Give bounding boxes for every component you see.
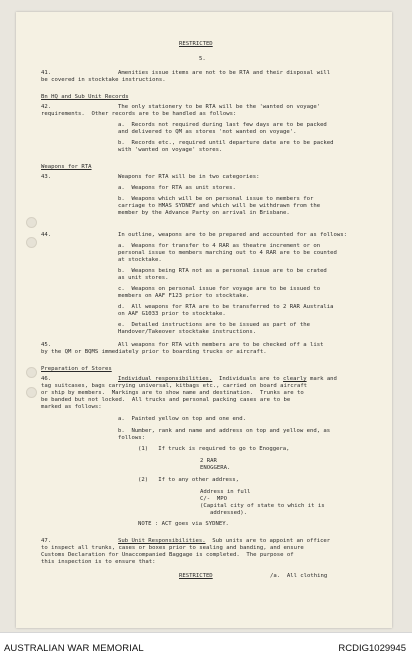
para-46b-line-1: b. Number, rank and name and address on top and yellow end, as xyxy=(118,428,331,434)
para-46-subheading: Individual responsibilities. xyxy=(118,376,213,382)
para-47-line-2: to inspect all trunks, cases or boxes prior to sealing and banding, and ensure xyxy=(41,545,304,551)
para-42b-line-2: with 'wanted on voyage' stores. xyxy=(118,147,223,153)
para-44c-line-1: c. Weapons on personal issue for voyage are to be issued to xyxy=(118,286,321,292)
para-46-line-1-end: mark and xyxy=(306,376,337,382)
option-2-address-line-2: C/- MPO xyxy=(200,496,227,502)
para-44c-line-2: members on AAF F123 prior to stocktake. xyxy=(118,293,250,299)
para-47-subheading: Sub Unit Responsibilities. xyxy=(118,538,206,544)
para-43b-line-2: carriage to HMAS SYDNEY and which will be withdrawn from the xyxy=(118,203,321,209)
para-41-line-2: be covered in stocktake instructions. xyxy=(41,77,166,83)
record-id: RCDIG1029945 xyxy=(338,643,406,654)
para-44e-line-2: Handover/Takeover stocktake instructions. xyxy=(118,329,257,335)
para-44b-line-1: b. Weapons being RTA not as a personal issue are to be crated xyxy=(118,268,327,274)
punch-hole-lower xyxy=(26,367,37,378)
para-46-line-5: marked as follows: xyxy=(41,404,102,410)
para-42a-line-2: and delivered to QM as stores 'not wanted on voyage'. xyxy=(118,129,297,135)
para-46-line-1 xyxy=(118,376,337,383)
para-46-option-2: (2) If to any other address, xyxy=(138,477,240,483)
para-44e-line-1: e. Detailed instructions are to be issued as part of the xyxy=(118,322,310,328)
para-42a-line-1: a. Records not required during last few days are to be packed xyxy=(118,122,327,128)
para-47-line-1-rest: Sub units are to appoint an officer xyxy=(205,538,331,544)
para-46-option-1: (1) If truck is required to go to Enoggera, xyxy=(138,446,290,452)
para-46-line-3: or ship by members. Markings are to show name and destination. Trunks are to xyxy=(41,390,304,396)
bn-hq-heading: Bn HQ and Sub Unit Records xyxy=(41,94,129,100)
para-44d-line-1: d. All weapons for RTA are to be transferred to 2 RAR Australia xyxy=(118,304,334,310)
punch-hole-middle xyxy=(26,237,37,248)
para-46-line-4: be banded but not locked. All trucks and personal packing cases are to be xyxy=(41,397,291,403)
para-42b-line-1: b. Records etc., required until departure date are to be packed xyxy=(118,140,334,146)
continuation-text: /a. All clothing xyxy=(270,573,328,579)
para-46-line-2: tag suitcases, bags carrying universal, kitbags etc., carried on board aircraft xyxy=(41,383,308,389)
page-number: 5. xyxy=(199,56,206,62)
preparation-heading: Preparation of Stores xyxy=(41,366,112,372)
restricted-footer: RESTRICTED xyxy=(179,573,213,579)
option-1-address-line-2: ENOGGERA. xyxy=(200,465,231,471)
para-46-line-1-rest: Individuals are to xyxy=(212,376,284,382)
option-2-address-line-3: (Capital city of state to which it is xyxy=(200,503,325,509)
para-43-number: 43. xyxy=(41,174,52,180)
para-44-line-2: a. Weapons for transfer to 4 RAR as theatre increment or on xyxy=(118,243,321,249)
para-47-number: 47. xyxy=(41,538,52,544)
option-2-address-line-1: Address in full xyxy=(200,489,251,495)
para-43b-line-1: b. Weapons which will be on personal issue to members for xyxy=(118,196,314,202)
para-47-line-3: Customs Declaration for Unaccompanied Baggage is completed. The purpose of xyxy=(41,552,294,558)
option-1-address-line-1: 2 RAR xyxy=(200,458,217,464)
para-44-line-1: In outline, weapons are to be prepared and accounted for as follows: xyxy=(118,232,348,238)
document-page xyxy=(16,12,392,628)
punch-hole-bottom xyxy=(26,387,37,398)
para-42-line-1: The only stationery to be RTA will be the 'wanted on voyage' xyxy=(118,104,321,110)
para-43b-line-3: member by the Advance Party on arrival in Brisbane. xyxy=(118,210,290,216)
option-2-address-line-4: addressed). xyxy=(210,510,248,516)
para-43a: a. Weapons for RTA as unit stores. xyxy=(118,185,236,191)
para-46a: a. Painted yellow on top and one end. xyxy=(118,416,246,422)
para-47-line-4: this inspection is to ensure that: xyxy=(41,559,156,565)
para-44-line-4: at stocktake. xyxy=(118,257,162,263)
para-46-note: NOTE : ACT goes via SYDNEY. xyxy=(138,521,229,527)
para-46-number: 46. xyxy=(41,376,52,382)
archive-name: AUSTRALIAN WAR MEMORIAL xyxy=(4,643,144,654)
punch-hole-top xyxy=(26,217,37,228)
para-42-line-2: requirements. Other records are to be handled as follows: xyxy=(41,111,237,117)
para-43-text: Weapons for RTA will be in two categories: xyxy=(118,174,260,180)
para-47-line-1 xyxy=(118,538,330,545)
para-46b-line-2: follows: xyxy=(118,435,145,441)
para-41-number: 41. xyxy=(41,70,52,76)
para-44d-line-2: on AAF G1033 prior to stocktake. xyxy=(118,311,226,317)
para-45-line-2: by the QM or BQMS immediately prior to boarding trucks or aircraft. xyxy=(41,349,267,355)
para-45-number: 45. xyxy=(41,342,52,348)
para-46-clearly: clearly xyxy=(283,376,307,382)
para-44-number: 44. xyxy=(41,232,52,238)
para-44-line-3: personal issue to members marching out to 4 RAR are to be counted xyxy=(118,250,337,256)
archive-footer xyxy=(0,632,412,655)
para-45-line-1: All weapons for RTA with members are to be checked off a list xyxy=(118,342,324,348)
restricted-header: RESTRICTED xyxy=(179,41,213,47)
para-44b-line-2: as unit stores. xyxy=(118,275,169,281)
weapons-heading: Weapons for RTA xyxy=(41,164,92,170)
para-41-line-1: Amenities issue items are not to be RTA and their disposal will xyxy=(118,70,331,76)
para-42-number: 42. xyxy=(41,104,52,110)
